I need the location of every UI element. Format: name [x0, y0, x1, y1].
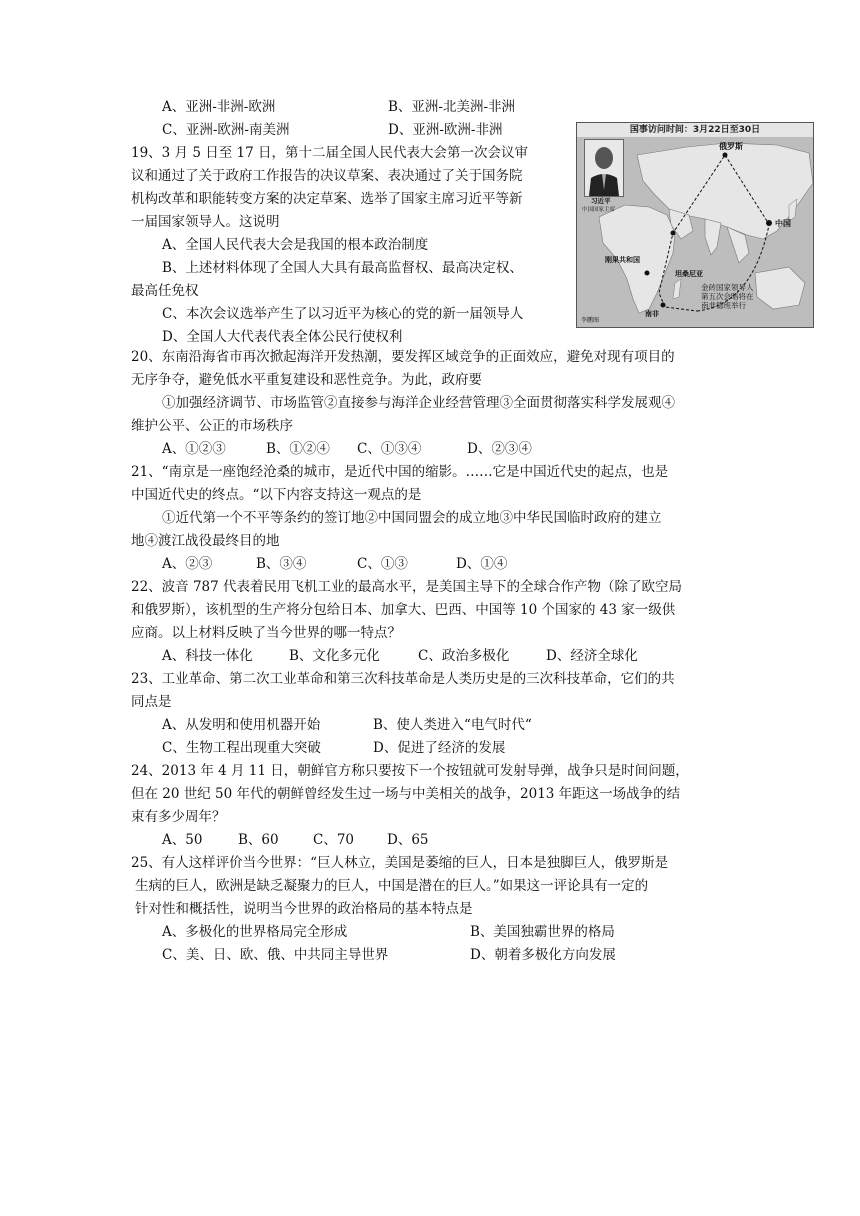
text-line: 生病的巨人，欧洲是缺乏凝聚力的巨人，中国是潜在的巨人。”如果这一评论具有一定的 — [135, 878, 649, 894]
answer-option: A、①②③ — [162, 441, 226, 457]
answer-option: A、②③ — [162, 556, 213, 572]
answer-option: D、促进了经济的发展 — [373, 740, 506, 756]
leader-portrait — [584, 139, 624, 197]
text-line: 最高任免权 — [131, 283, 199, 299]
label-portrait-caption: 中国国家主席 — [582, 207, 616, 213]
summit-note-line: 南非德班举行 — [701, 301, 746, 310]
label-congo: 刚果共和国 — [605, 256, 640, 264]
answer-option: B、③④ — [256, 556, 307, 572]
answer-option: D、经济全球化 — [546, 648, 638, 664]
answer-option: C、政治多极化 — [418, 648, 510, 664]
text-line: 但在 20 世纪 50 年代的朝鲜曾经发生过一场与中美相关的战争，2013 年距这一场战争的结 — [131, 786, 681, 802]
text-line: 束有多少周年？ — [131, 809, 226, 825]
text-line: ①近代第一个不平等条约的签订地②中国同盟会的成立地③中华民国临时政府的建立 — [162, 510, 662, 526]
text-line: 议和通过了关于政府工作报告的决议草案、表决通过了关于国务院 — [131, 168, 523, 184]
answer-option: D、②③④ — [467, 441, 532, 457]
text-line: 22、波音 787 代表着民用飞机工业的最高水平，是美国主导下的全球合作产物（除了欧空局 — [131, 579, 683, 595]
text-line: 25、有人这样评价当今世界：“巨人林立，美国是萎缩的巨人，日本是独脚巨人，俄罗斯是 — [131, 855, 669, 871]
label-china: 中国 — [775, 219, 791, 228]
answer-option: C、①③ — [357, 556, 408, 572]
answer-option: B、美国独霸世界的格局 — [470, 924, 615, 940]
text-line: 23、工业革命、第二次工业革命和第三次科技革命是人类历史是的三次科技革命，它们的共 — [131, 671, 675, 687]
text-line: 无序争夺，避免低水平重复建设和恶性竞争。为此，政府要 — [131, 372, 482, 388]
answer-option: B、使人类进入“电气时代“ — [373, 717, 532, 733]
text-line: C、本次会议选举产生了以习近平为核心的党的新一届领导人 — [162, 306, 524, 322]
text-line: 机构改革和职能转变方案的决定草案、选举了国家主席习近平等新 — [131, 191, 523, 207]
text-line: 和俄罗斯），该机型的生产将分包给日本、加拿大、巴西、中国等 10 个国家的 43 家一级供 — [131, 602, 676, 618]
label-south-africa: 南非 — [645, 310, 659, 318]
answer-option: B、文化多元化 — [289, 648, 380, 664]
answer-option: D、朝着多极化方向发展 — [470, 947, 616, 963]
text-line: 20、东南沿海省市再次掀起海洋开发热潮，要发挥区域竞争的正面效应，避免对现有项目的 — [131, 349, 675, 365]
label-credit: 李鹏图 — [581, 317, 600, 324]
text-line: B、亚洲-北美洲-非洲 — [388, 99, 516, 115]
text-line: A、全国人民代表大会是我国的根本政治制度 — [162, 237, 429, 253]
label-tanzania: 坦桑尼亚 — [675, 270, 703, 278]
text-line: 中国近代史的终点。“以下内容支持这一观点的是 — [131, 487, 422, 503]
answer-option: A、从发明和使用机器开始 — [162, 717, 321, 733]
label-russia: 俄罗斯 — [719, 142, 743, 151]
map-title: 国事访问时间：3月22日至30日 — [577, 123, 813, 137]
summit-note-line: 金砖国家领导人 — [701, 283, 754, 292]
answer-option: D、①④ — [456, 556, 508, 572]
text-line: 19、3 月 5 日至 17 日，第十二届全国人民代表大会第一次会议审 — [131, 145, 528, 161]
answer-option: C、①③④ — [357, 441, 422, 457]
text-line: 地④渡江战役最终目的地 — [131, 533, 280, 549]
text-line: A、亚洲-非洲-欧洲 — [162, 99, 276, 115]
visit-route-map — [576, 122, 814, 328]
text-line: 24、2013 年 4 月 11 日，朝鲜官方称只要按下一个按钮就可发射导弹，战争只是时间问题， — [131, 763, 689, 779]
text-line: B、上述材料体现了全国人大具有最高监督权、最高决定权、 — [162, 260, 523, 276]
answer-option: B、60 — [238, 832, 279, 848]
text-line: D、全国人大代表代表全体公民行使权利 — [162, 329, 403, 345]
text-line: 一届国家领导人。这说明 — [131, 214, 280, 230]
text-line: 21、“南京是一座饱经沧桑的城市，是近代中国的缩影。……它是中国近代史的起点，也是 — [131, 464, 669, 480]
text-line: 维护公平、公正的市场秩序 — [131, 418, 293, 434]
summit-note — [701, 283, 754, 310]
text-line: C、亚洲-欧洲-南美洲 — [162, 122, 290, 138]
answer-option: C、生物工程出现重大突破 — [162, 740, 321, 756]
answer-option: C、70 — [313, 832, 355, 848]
answer-option: B、①②④ — [266, 441, 330, 457]
text-line: ①加强经济调节、市场监管②直接参与海洋企业经营管理③全面贯彻落实科学发展观④ — [162, 395, 675, 411]
label-portrait-name: 习近平 — [591, 197, 611, 205]
text-line: 同点是 — [131, 694, 172, 710]
text-line: D、亚洲-欧洲-非洲 — [388, 122, 503, 138]
text-line: 应商。以上材料反映了当今世界的哪一特点？ — [131, 625, 401, 641]
text-line: 针对性和概括性，说明当今世界的政治格局的基本特点是 — [135, 901, 473, 917]
answer-option: C、美、日、欧、俄、中共同主导世界 — [162, 947, 389, 963]
answer-option: A、50 — [162, 832, 203, 848]
summit-note-line: 第五次会晤将在 — [701, 292, 754, 301]
answer-option: D、65 — [387, 832, 429, 848]
answer-option: A、科技一体化 — [162, 648, 253, 664]
answer-option: A、多极化的世界格局完全形成 — [162, 924, 348, 940]
